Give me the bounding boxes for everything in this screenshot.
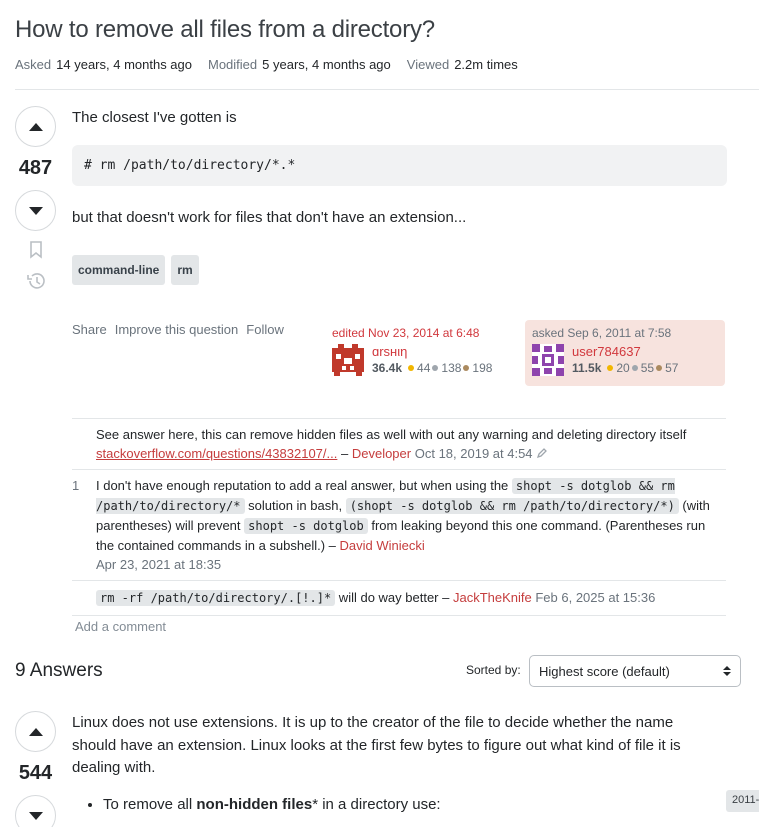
meta-viewed: Viewed 2.2m times <box>406 57 518 72</box>
answer-score: 544 <box>18 762 53 784</box>
select-arrows-icon <box>723 665 731 677</box>
asked-date: asked Sep 6, 2011 at 7:58 <box>532 326 672 340</box>
comment <box>72 418 726 469</box>
question-score: 487 <box>18 157 53 179</box>
downvote-button[interactable] <box>15 190 56 231</box>
comment-score <box>72 581 96 615</box>
comment-date[interactable]: Feb 6, 2025 at 15:36 <box>535 590 656 605</box>
bookmark-button[interactable] <box>29 241 43 264</box>
arrow-down-icon <box>29 207 43 215</box>
code-block: # rm /path/to/directory/*.* <box>72 145 727 186</box>
comment <box>72 580 726 616</box>
comment-date[interactable]: Oct 18, 2019 at 4:54 <box>414 446 533 461</box>
arrow-up-icon <box>29 123 43 131</box>
tag-command-line[interactable]: command-line <box>72 255 165 285</box>
answers-count: 9 Answers <box>15 660 103 681</box>
comment-user[interactable]: David Winiecki <box>339 538 425 553</box>
asker-card <box>525 320 725 386</box>
gold-badge-icon <box>408 365 414 371</box>
question-vote-cell <box>15 106 56 295</box>
editor-reputation: 36.4k 44 138 198 <box>372 361 493 375</box>
comment-list <box>72 418 726 616</box>
comment-score: 1 <box>72 478 80 493</box>
avatar[interactable] <box>332 344 364 376</box>
comment-user[interactable]: Developer <box>351 446 412 461</box>
pencil-icon[interactable] <box>536 447 548 459</box>
comment-score <box>72 419 96 469</box>
gold-badge-icon <box>607 365 613 371</box>
downvote-button[interactable] <box>15 795 56 827</box>
comment-text: rm -rf /path/to/directory/.[!.]* will do way better – JackTheKnife Feb 6, 2025 at 15:36 <box>96 581 655 615</box>
editor-name[interactable]: ɑrsнιη <box>372 344 408 359</box>
comment <box>72 469 726 580</box>
comment-text: I don't have enough reputation to add a real answer, but when using the shopt -s dotglob && rm /path/to/directory/* solution in bash, (shopt -s dotglob && rm /path/to/directory/*) (with parentheses) will prevent shopt -s dotglob from leaking beyond this one command. (Parentheses run the contained commands in a subshell.) – David Winiecki Apr 23, 2021 at 18:35 <box>96 478 710 572</box>
bronze-badge-icon <box>463 365 469 371</box>
meta-asked: Asked 14 years, 4 months ago <box>15 57 192 72</box>
sort-select[interactable] <box>529 655 741 687</box>
silver-badge-icon <box>632 365 638 371</box>
page-title: How to remove all files from a directory? <box>15 16 435 43</box>
question-meta <box>15 57 518 72</box>
comment-link[interactable]: stackoverflow.com/questions/43832107/... <box>96 446 338 461</box>
improve-link[interactable]: Improve this question <box>114 322 239 337</box>
question-text: but that doesn't work for files that don't have an extension... <box>72 209 467 226</box>
comment-user[interactable]: JackTheKnife <box>452 590 532 605</box>
divider <box>15 89 759 90</box>
question-body <box>72 108 727 285</box>
bookmark-icon <box>29 241 43 259</box>
arrow-down-icon <box>29 812 43 820</box>
edited-link[interactable]: edited Nov 23, 2014 at 6:48 <box>332 326 480 340</box>
tag-rm[interactable]: rm <box>171 255 198 285</box>
follow-link[interactable]: Follow <box>246 322 284 337</box>
meta-modified: Modified 5 years, 4 months ago <box>208 57 391 72</box>
comment-text: See answer here, this can remove hidden files as well with out any warning and deleting directory itself stackoverflow.com/questions/43832107/... – Developer Oct 18, 2019 at 4:54 <box>96 427 687 461</box>
add-comment-link[interactable]: Add a comment <box>75 619 167 634</box>
sort-label: Sorted by: <box>466 663 521 677</box>
tag-list <box>72 255 727 285</box>
timeline-button[interactable] <box>26 272 46 295</box>
asker-reputation: 11.5k 20 55 57 <box>572 361 679 375</box>
upvote-button[interactable] <box>15 711 56 752</box>
question-text: The closest I've gotten is <box>72 109 237 126</box>
answer-body <box>72 712 712 816</box>
answer-list <box>72 794 712 817</box>
list-item: • To remove all non-hidden files* in a directory use: <box>103 794 712 817</box>
history-icon <box>26 272 46 290</box>
silver-badge-icon <box>432 365 438 371</box>
editor-card <box>326 320 522 386</box>
date-tooltip: 2011- <box>726 790 759 812</box>
avatar[interactable] <box>532 344 564 376</box>
comment-date[interactable]: Apr 23, 2021 at 18:35 <box>96 557 222 572</box>
bronze-badge-icon <box>656 365 662 371</box>
answer-text: Linux does not use extensions. It is up to the creator of the file to decide whether the name should have an extension. Linux looks at the first few bytes to figure out what kind of file it is dealing with. <box>72 714 681 776</box>
upvote-button[interactable] <box>15 106 56 147</box>
share-link[interactable]: Share <box>72 322 107 337</box>
sort-value: Highest score (default) <box>539 663 670 679</box>
answer-vote-cell <box>15 711 56 827</box>
arrow-up-icon <box>29 728 43 736</box>
post-actions <box>72 322 284 337</box>
asker-name[interactable]: user784637 <box>572 344 641 359</box>
